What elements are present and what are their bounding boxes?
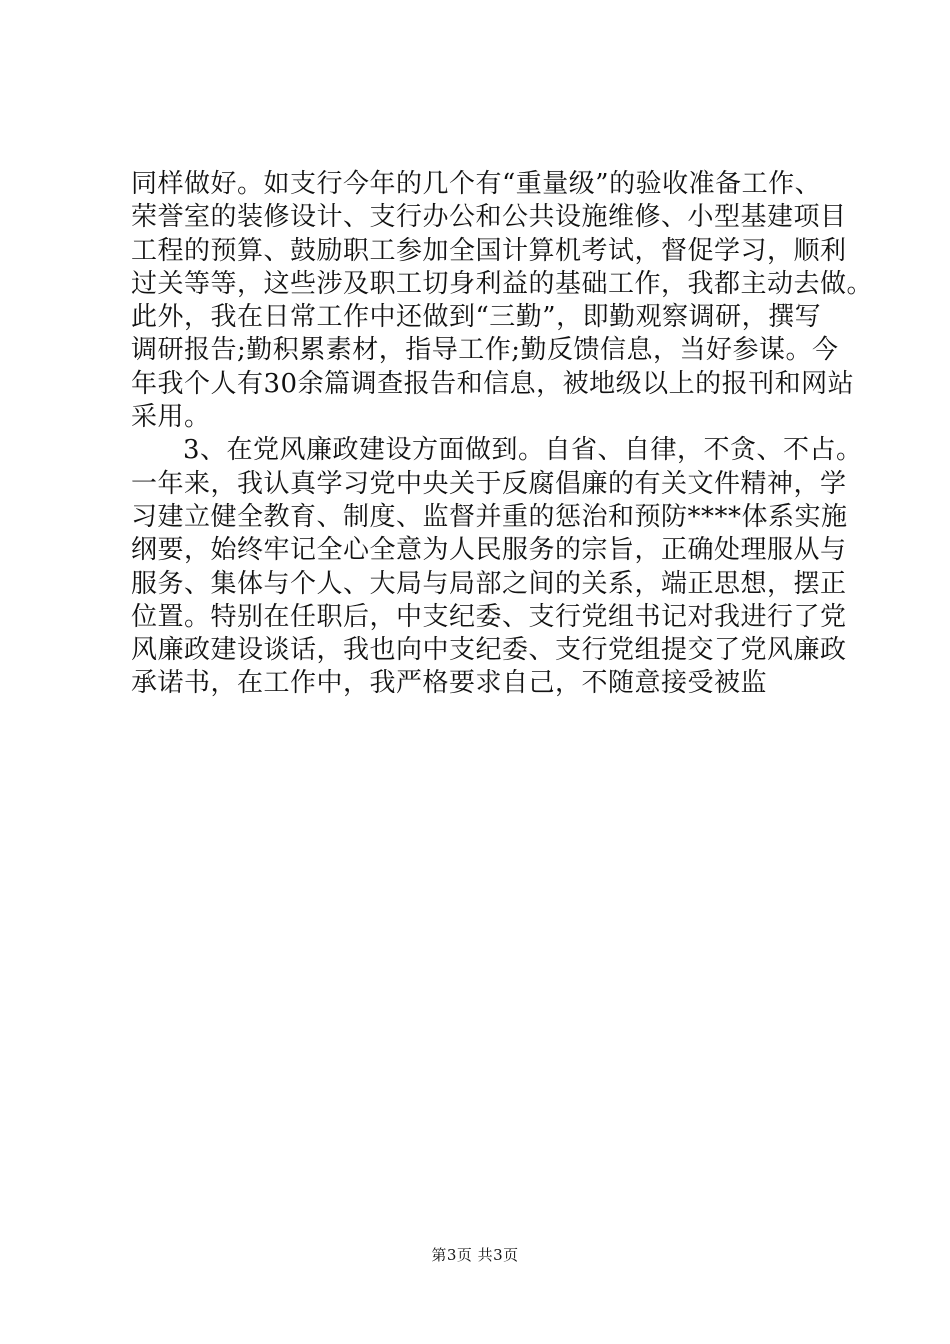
- text-line: 承诺书，在工作中，我严格要求自己，不随意接受被监: [131, 668, 768, 699]
- text-line: 年我个人有30余篇调查报告和信息，被地级以上的报刊和网站: [131, 368, 855, 399]
- text-line: 习建立健全教育、制度、监督并重的惩治和预防****体系实施: [131, 501, 848, 532]
- text-line: 一年来，我认真学习党中央关于反腐倡廉的有关文件精神，学: [131, 468, 847, 499]
- body-text: [131, 168, 874, 701]
- text-line: 荣誉室的装修设计、支行办公和公共设施维修、小型基建项目: [131, 202, 847, 233]
- text-line: 过关等等，这些涉及职工切身利益的基础工作，我都主动去做。: [131, 268, 874, 299]
- text-line: 3、在党风廉政建设方面做到。自省、自律，不贪、不占。: [183, 435, 863, 466]
- text-line: 工程的预算、鼓励职工参加全国计算机考试，督促学习，顺利: [131, 235, 847, 266]
- text-line: 调研报告;勤积累素材，指导工作;勤反馈信息，当好参谋。今: [131, 335, 839, 366]
- text-line: 同样做好。如支行今年的几个有“重量级”的验收准备工作、: [131, 169, 822, 199]
- text-line: 采用。: [131, 402, 211, 433]
- text-line: 服务、集体与个人、大局与局部之间的关系，端正思想，摆正: [131, 568, 847, 599]
- text-line: 此外，我在日常工作中还做到“三勤”，即勤观察调研，撰写: [131, 302, 822, 333]
- text-line: 位置。特别在任职后，中支纪委、支行党组书记对我进行了党: [131, 601, 847, 632]
- text-line: 纲要，始终牢记全心全意为人民服务的宗旨，正确处理服从与: [131, 535, 847, 566]
- paragraph-1: [131, 168, 874, 434]
- page-footer: 第3页 共3页: [431, 1246, 519, 1264]
- paragraph-2: [131, 434, 863, 700]
- text-line: 风廉政建设谈话，我也向中支纪委、支行党组提交了党风廉政: [131, 635, 847, 666]
